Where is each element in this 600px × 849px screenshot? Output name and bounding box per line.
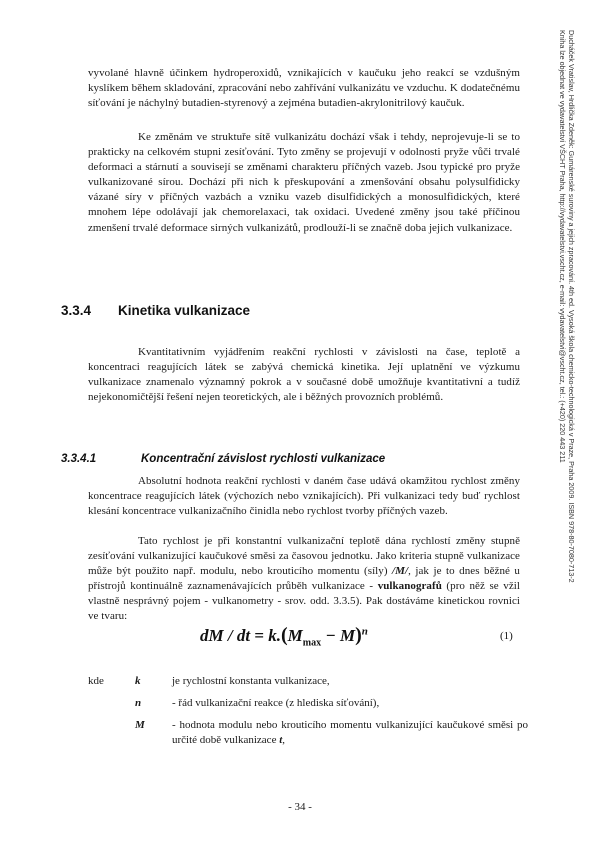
section-title: Kinetika vulkanizace xyxy=(118,303,251,318)
paragraph-1: vyvolané hlavně účinkem hydroperoxidů, vznikajících v kaučuku jeho reakcí se vzdušným kyslíkem během skladování, zpracování nebo zahřívání vulkanizátu ve vzduchu. K dodatečnému síťování je náchylný butadien-styrenový a zejména butadien-akrylonitrilový kaučuk. xyxy=(88,67,520,110)
subsection-title: Koncentrační závislost rychlosti vulkanizace xyxy=(141,453,386,465)
paragraph-5: Tato rychlost je při konstantní vulkanizační teplotě dána rychlostí změny stupně zesíťování vulkanizující kaučukové směsi za časovou jednotku. Jako kriteria stupně vulkanizace může být použito např. modulu, nebo krouticího momentu (síly) /M/, jak je to dnes běžné u přístrojů kontinuálně zaznamenávajících průběh vulkanizace - vulkanografů (pro něž se vžil vlastně nesprávný pojem - vulkanometry - srov. odd. 3.3.5). Pak dostáváme kinetickou rovnici ve tvaru: xyxy=(88,535,520,623)
citation-line-2: Kniha lze objednat ve vydavatelství VŠCHT Praha, http://vydavatelstvi.vscht.cz, e-mail: vydavatelstvi@vscht.cz, tel.: (+420) 220 443 211 xyxy=(558,30,567,463)
definition-row: M - hodnota modulu nebo krouticího momentu vulkanizující kaučukové směsi po určité době vulkanizace t, xyxy=(135,719,528,746)
definition-row: kde k je rychlostní konstanta vulkanizace, xyxy=(88,675,330,687)
subsection-heading-3-3-4-1 xyxy=(61,453,385,465)
citation-line-1: Ducháček Vratislav, Hrdlička Zdeněk: Gumárenské suroviny a jejich zpracování. 4th ed. Vysoká škola chemicko-technologická v Praze, Praha 2009. ISBN 978-80-7080-713-2 xyxy=(567,30,576,583)
vulkanograf-term: vulkanografů xyxy=(377,580,442,593)
paragraph-2: Ke změnám ve struktuře sítě vulkanizátu dochází však i tehdy, neprojevuje-li se to prakticky na celkovém stupni zesíťování. Tyto změny se projevují v odolnosti pryže vůči trvalé deformaci a stárnutí a souvisejí se změnami charakteru příčných vazeb. Jsou typické pro pryže vulkanizované sírou. Dochází při nich k přeskupování a zmenšování obsahu polysulfidicky vázané síry v příčných vazbách a vzniku vazeb disulfidických a monosulfidických, které mnohem lépe odolávají jak chemorelaxaci, tak oxidaci. Uvedené změny jsou také příčinou zmenšení trvalé deformace sirných vulkanizátů, prodlouží-li se značně doba jejich vulkanizace. xyxy=(88,131,520,234)
subsection-number: 3.3.4.1 xyxy=(61,453,97,465)
section-heading-3-3-4 xyxy=(61,303,250,318)
symbol-definitions xyxy=(88,674,528,750)
citation-sidebar xyxy=(546,30,576,590)
page-number: - 34 - xyxy=(288,801,312,813)
kinetic-equation: dM / dt = $k.(M_{max} - M)^n$ xyxy=(200,624,368,649)
paragraph-4: Absolutní hodnota reakční rychlosti v daném čase udává okamžitou rychlost změny koncentrace reagujících látek (výchozích nebo vznikajících). Při vulkanizaci tedy buď rychlost klesání koncentrace vulkanizačního činidla nebo rychlost tvorby příčných vazeb. xyxy=(88,475,520,518)
paragraph-3: Kvantitativním vyjádřením reakční rychlosti v závislosti na čase, teplotě a koncentraci reagujících látek se zabývá chemická kinetika. Její uplatnění ve výzkumu vulkanizace znamenalo významný pokrok a v současné době umožňuje kvantitativní a tudíž nejekonomičtější řešení nejen teoretických, ale i běžných provozních problémů. xyxy=(88,346,520,404)
section-number: 3.3.4 xyxy=(61,303,92,318)
torque-symbol: /M/ xyxy=(392,565,409,578)
equation-number: (1) xyxy=(500,630,513,642)
definition-row: n - řád vulkanizační reakce (z hlediska síťování), xyxy=(135,697,380,709)
